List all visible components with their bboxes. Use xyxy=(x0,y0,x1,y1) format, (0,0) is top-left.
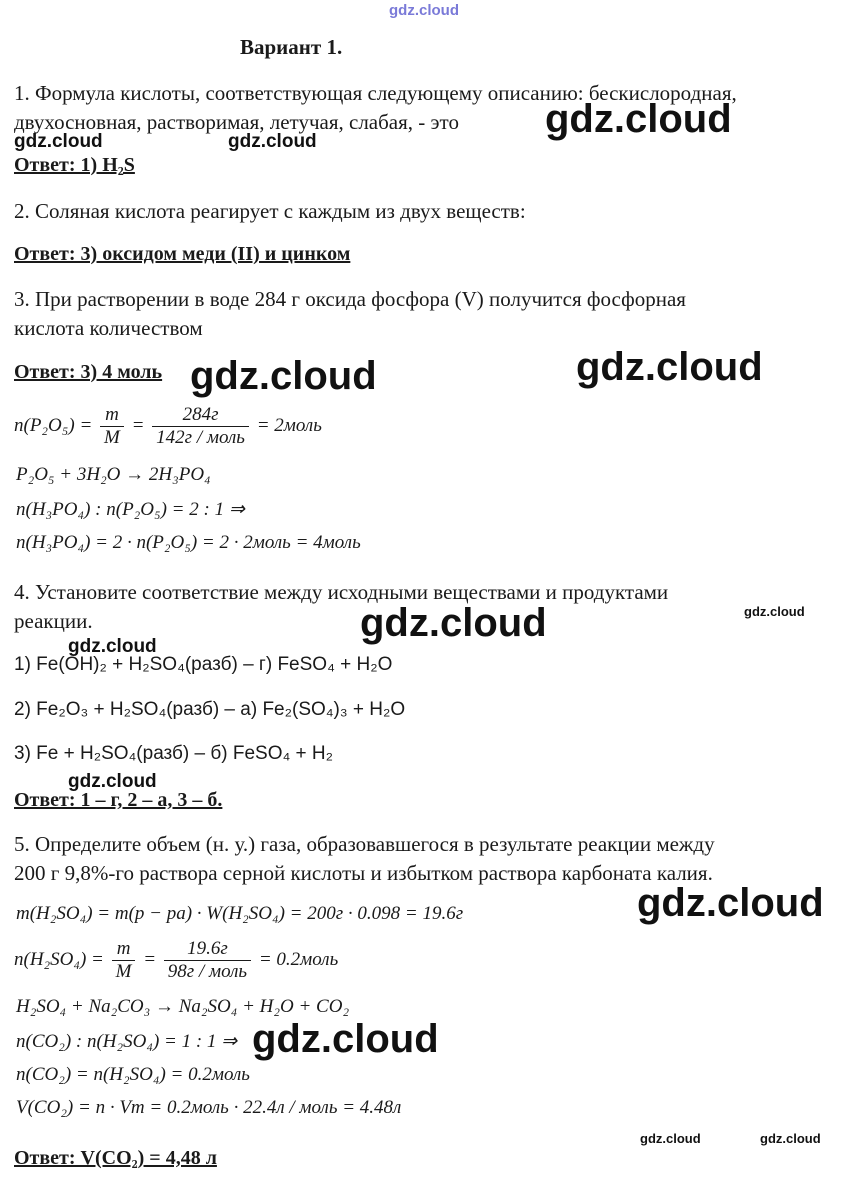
q3-calc-line2: P₂O₅ + 3H₂O → 2H₃PO₄ xyxy=(16,464,211,485)
watermark: gdz.cloud xyxy=(545,97,732,141)
q5-calc-line1: m(H₂SO₄) = m(p − pa) · W(H₂SO₄) = 200г · 0.098 = 19.6г xyxy=(16,903,464,924)
q3-answer: Ответ: 3) 4 моль xyxy=(14,361,163,383)
q4-text-line2: реакции. xyxy=(14,609,93,633)
q5-calc-line2: n(H₂SO₄) = $\frac{m}{M}$ = $\frac{19.6г}{\text{98г / моль}}$ = 0.2моль xyxy=(14,938,339,982)
q3-text-line2: кислота количеством xyxy=(14,316,203,340)
q4-text-line1: 4. Установите соответствие между исходными веществами и продуктами xyxy=(14,580,669,604)
watermark: gdz.cloud xyxy=(576,345,763,389)
q1-text-line2: двухосновная, растворимая, летучая, слабая, - это xyxy=(14,110,459,134)
q2-answer: Ответ: 3) оксидом меди (II) и цинком xyxy=(14,243,351,265)
watermark: gdz.cloud xyxy=(68,771,157,792)
q1-answer: Ответ: 1) H₂S xyxy=(14,154,135,176)
q2-text: 2. Соляная кислота реагирует с каждым из двух веществ: xyxy=(14,199,526,223)
watermark: gdz.cloud xyxy=(637,881,824,925)
q5-answer: Ответ: V(CO₂) = 4,48 л xyxy=(14,1147,217,1169)
watermark-top: gdz.cloud xyxy=(389,2,459,19)
q3-calc-line3: n(H₃PO₄) : n(P₂O₅) = 2 : 1 ⇒ xyxy=(16,499,245,520)
watermark: gdz.cloud xyxy=(14,131,103,152)
q5-text-line1: 5. Определите объем (н. у.) газа, образовавшегося в результате реакции между xyxy=(14,832,715,856)
q3-calc-line1: n(P₂O₅) = $\frac{m}{M}$ = $\frac{284г}{\text{142г / моль}}$ = 2моль xyxy=(14,404,322,448)
q5-calc-line5: n(CO₂) = n(H₂SO₄) = 0.2моль xyxy=(16,1064,250,1085)
watermark: gdz.cloud xyxy=(760,1131,821,1146)
q4-reaction-1: 1) Fe(OH)₂ + H₂SO₄(разб) – г) FeSO₄ + H₂O xyxy=(14,654,393,675)
q4-reaction-2: 2) Fe₂O₃ + H₂SO₄(разб) – а) Fe₂(SO₄)₃ + H₂O xyxy=(14,699,406,720)
page-title: Вариант 1. xyxy=(240,35,343,59)
q4-answer: Ответ: 1 – г, 2 – а, 3 – б. xyxy=(14,789,223,811)
watermark: gdz.cloud xyxy=(252,1017,439,1061)
q3-text-line1: 3. При растворении в воде 284 г оксида фосфора (V) получится фосфорная xyxy=(14,287,686,311)
watermark: gdz.cloud xyxy=(640,1131,701,1146)
q3-fraction-2: $\frac{284г}{\text{142г / моль}}$ xyxy=(152,404,249,449)
q5-fraction-2: $\frac{19.6г}{\text{98г / моль}}$ xyxy=(164,938,251,983)
watermark: gdz.cloud xyxy=(744,604,805,619)
q1-text-line1: 1. Формула кислоты, соответствующая следующему описанию: бескислородная, xyxy=(14,81,737,105)
watermark: gdz.cloud xyxy=(360,601,547,645)
q5-calc-line3: H₂SO₄ + Na₂CO₃ → Na₂SO₄ + H₂O + CO₂ xyxy=(16,996,350,1017)
q3-calc-line4: n(H₃PO₄) = 2 · n(P₂O₅) = 2 · 2моль = 4моль xyxy=(16,532,361,553)
q5-text-line2: 200 г 9,8%-го раствора серной кислоты и избытком раствора карбоната калия. xyxy=(14,861,713,885)
watermark: gdz.cloud xyxy=(190,354,377,398)
q4-reaction-3: 3) Fe + H₂SO₄(разб) – б) FeSO₄ + H₂ xyxy=(14,743,334,764)
watermark: gdz.cloud xyxy=(228,131,317,152)
q5-calc-line4: n(CO₂) : n(H₂SO₄) = 1 : 1 ⇒ xyxy=(16,1031,238,1052)
q5-fraction-1: $\frac{m}{M}$ xyxy=(112,938,136,983)
q5-calc-line6: V(CO₂) = n · Vm = 0.2моль · 22.4л / моль = 4.48л xyxy=(16,1097,402,1118)
watermark: gdz.cloud xyxy=(68,636,157,657)
q3-fraction-1: $\frac{m}{M}$ xyxy=(100,404,124,449)
